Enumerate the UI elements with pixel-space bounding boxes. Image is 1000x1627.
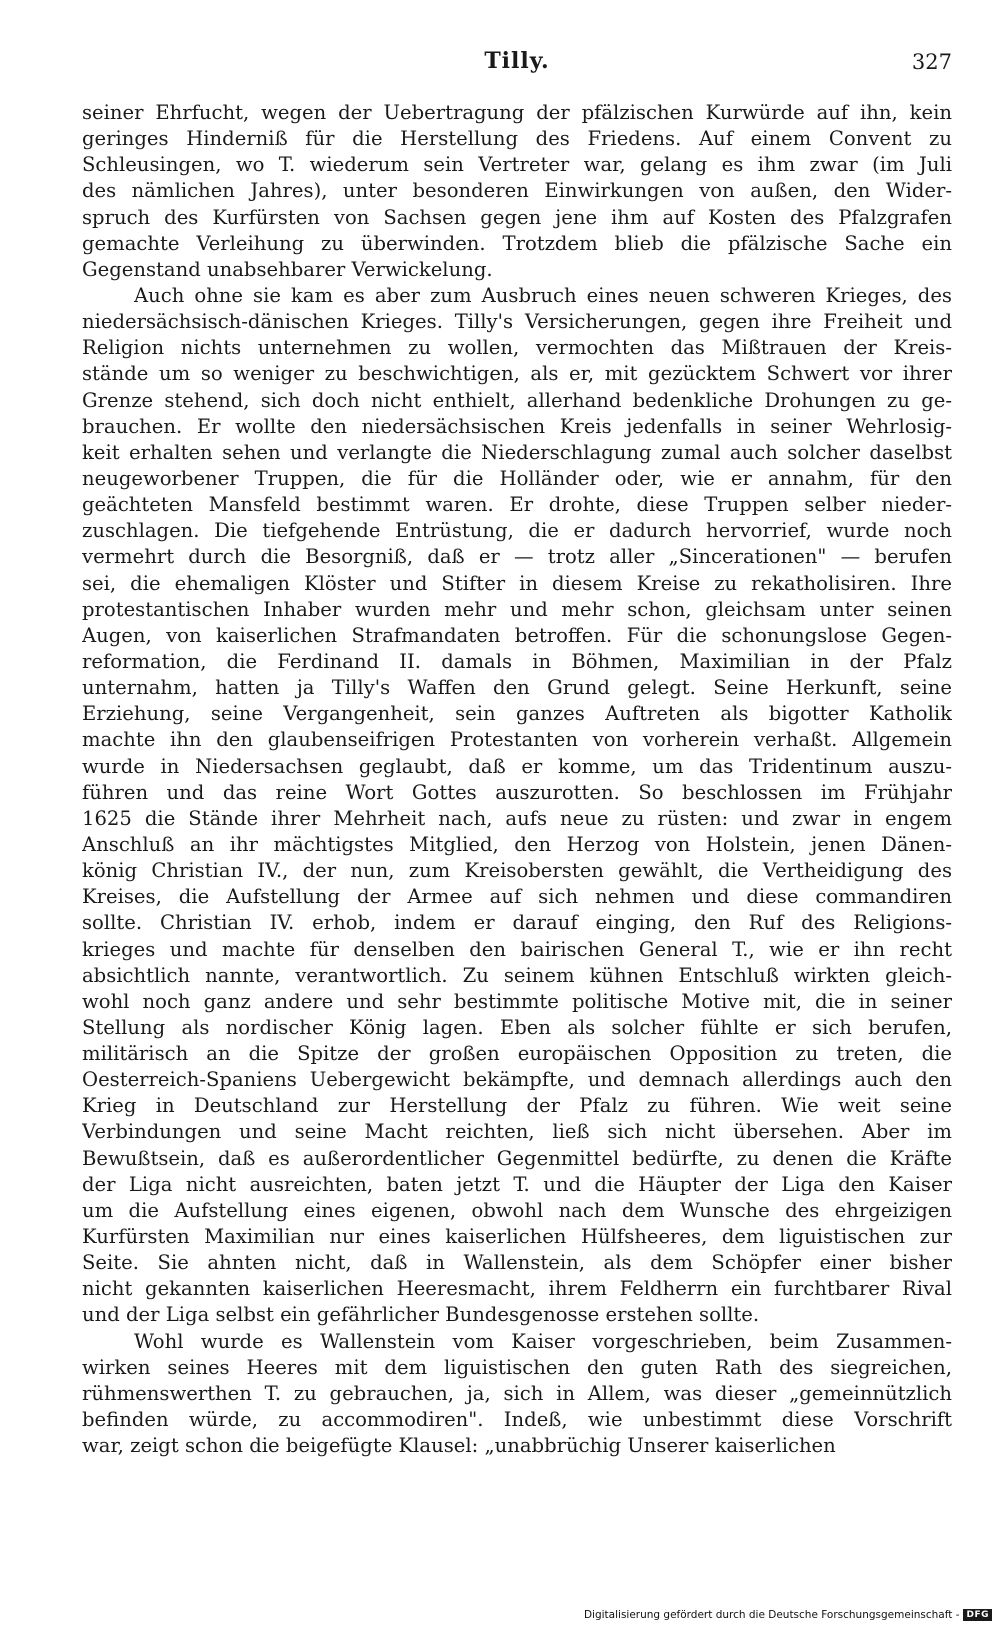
- paragraph: [82, 283, 952, 1329]
- text-line: Kurfürsten Maximilian nur eines kaiserlichen Hülfsheeres, dem liguistischen zur: [82, 1225, 952, 1249]
- text-line: Augen, von kaiserlichen Strafmandaten betroffen. Für die schonungslose Gegen-: [82, 623, 952, 647]
- text-line: war, zeigt schon die beigefügte Klausel: „unabbrüchig Unserer kaiserlichen: [82, 1434, 836, 1458]
- text-line: vermehrt durch die Besorgniß, daß er — trotz aller „Sincerationen" — berufen: [82, 545, 952, 569]
- text-line: Kreises, die Aufstellung der Armee auf sich nehmen und diese commandiren: [82, 885, 952, 909]
- text-line: Anschluß an ihr mächtigstes Mitglied, den Herzog von Holstein, jenen Dänen-: [82, 832, 952, 856]
- paragraph: [82, 100, 952, 283]
- text-line: machte ihn den glaubenseifrigen Protestanten von vorherein verhaßt. Allgemein: [82, 728, 952, 752]
- text-line: geächteten Mansfeld bestimmt waren. Er drohte, diese Truppen selber nieder-: [82, 493, 952, 517]
- text-line: seiner Ehrfucht, wegen der Uebertragung der pfälzischen Kurwürde auf ihn, kein: [82, 101, 952, 124]
- text-line: um die Aufstellung eines eigenen, obwohl nach dem Wunsche des ehrgeizigen: [82, 1198, 952, 1222]
- text-line: Gegenstand unabsehbarer Verwickelung.: [82, 257, 493, 281]
- text-line: Stellung als nordischer König lagen. Eben als solcher fühlte er sich berufen,: [82, 1015, 952, 1039]
- text-line: spruch des Kurfürsten von Sachsen gegen jene ihm auf Kosten des Pfalzgrafen: [82, 205, 952, 229]
- text-line: sei, die ehemaligen Klöster und Stifter in diesem Kreise zu rekatholisiren. Ihre: [82, 571, 952, 595]
- text-line: absichtlich nannte, verantwortlich. Zu seinem kühnen Entschluß wirkten gleich-: [82, 963, 952, 987]
- text-line: zuschlagen. Die tiefgehende Entrüstung, die er dadurch hervorrief, wurde noch: [82, 519, 952, 543]
- text-line: sollte. Christian IV. erhob, indem er darauf einging, den Ruf des Religions-: [82, 911, 952, 935]
- text-line: Oesterreich-Spaniens Uebergewicht bekämpfte, und demnach allerdings auch den: [82, 1068, 952, 1092]
- text-line: rühmenswerthen T. zu gebrauchen, ja, sich in Allem, was dieser „gemeinnützlich: [82, 1381, 952, 1405]
- text-line: wohl noch ganz andere und sehr bestimmte politische Motive mit, die in seiner: [82, 989, 952, 1013]
- text-line: Schleusingen, wo T. wiederum sein Vertreter war, gelang es ihm zwar (im Juli: [82, 153, 952, 177]
- text-line: wirken seines Heeres mit dem liguistischen den guten Rath des siegreichen,: [82, 1355, 952, 1379]
- text-line: Religion nichts unternehmen zu wollen, vermochten das Mißtrauen der Kreis-: [82, 336, 952, 360]
- text-line: wurde in Niedersachsen geglaubt, daß er komme, um das Tridentinum auszu-: [82, 754, 952, 778]
- text-line: brauchen. Er wollte den niedersächsischen Kreis jedenfalls in seiner Wehrlosig-: [82, 414, 952, 438]
- footer-credit: Digitalisierung gefördert durch die Deutsche Forschungsgemeinschaft -: [583, 1609, 960, 1621]
- text-line: Krieg in Deutschland zur Herstellung der Pfalz zu führen. Wie weit seine: [82, 1094, 952, 1118]
- text-line: Verbindungen und seine Macht reichten, ließ sich nicht übersehen. Aber im: [82, 1120, 952, 1144]
- text-line: neugeworbener Truppen, die für die Holländer oder, wie er annahm, für den: [82, 466, 952, 490]
- text-line: unternahm, hatten ja Tilly's Waffen den Grund gelegt. Seine Herkunft, seine: [82, 676, 952, 700]
- text-line: 1625 die Stände ihrer Mehrheit nach, aufs neue zu rüsten: und zwar in engem: [82, 806, 952, 830]
- text-line: Wohl wurde es Wallenstein vom Kaiser vorgeschrieben, beim Zusammen-: [134, 1329, 952, 1353]
- text-line: reformation, die Ferdinand II. damals in Böhmen, Maximilian in der Pfalz: [82, 649, 952, 673]
- page-header: [82, 48, 952, 82]
- running-head: Tilly.: [484, 48, 550, 74]
- text-line: Auch ohne sie kam es aber zum Ausbruch eines neuen schweren Krieges, des: [134, 283, 952, 307]
- paragraph: [82, 1329, 952, 1460]
- text-line: gemachte Verleihung zu überwinden. Trotzdem blieb die pfälzische Sache ein: [82, 231, 952, 255]
- text-line: befinden würde, zu accommodiren". Indeß, wie unbestimmt diese Vorschrift: [82, 1408, 952, 1432]
- text-line: niedersächsisch-dänischen Krieges. Tilly's Versicherungen, gegen ihre Freiheit und: [82, 310, 952, 334]
- text-line: Bewußtsein, daß es außerordentlicher Gegenmittel bedürfte, zu denen die Kräfte: [82, 1146, 952, 1170]
- text-line: des nämlichen Jahres), unter besonderen Einwirkungen von außen, den Wider-: [82, 179, 952, 203]
- text-line: Seite. Sie ahnten nicht, daß in Wallenstein, als dem Schöpfer einer bisher: [82, 1251, 952, 1275]
- digitization-footer: [584, 1609, 992, 1621]
- text-line: militärisch an die Spitze der großen europäischen Opposition zu treten, die: [82, 1042, 952, 1066]
- page-number: 327: [911, 50, 952, 74]
- text-line: krieges und machte für denselben den bairischen General T., wie er ihn recht: [82, 937, 952, 961]
- body-text: [82, 100, 952, 1459]
- text-line: und der Liga selbst ein gefährlicher Bundesgenosse erstehen sollte.: [82, 1303, 760, 1327]
- text-line: geringes Hinderniß für die Herstellung des Friedens. Auf einem Convent zu: [82, 127, 952, 151]
- text-line: Grenze stehend, sich doch nicht enthielt, allerhand bedenkliche Drohungen zu ge-: [82, 388, 952, 412]
- text-line: protestantischen Inhaber wurden mehr und mehr schon, gleichsam unter seinen: [82, 597, 952, 621]
- text-line: könig Christian IV., der nun, zum Kreisobersten gewählt, die Vertheidigung des: [82, 859, 952, 883]
- text-line: Erziehung, seine Vergangenheit, sein ganzes Auftreten als bigotter Katholik: [82, 702, 952, 726]
- text-line: stände um so weniger zu beschwichtigen, als er, mit gezücktem Schwert vor ihrer: [82, 362, 952, 386]
- text-line: führen und das reine Wort Gottes auszurotten. So beschlossen im Frühjahr: [82, 780, 952, 804]
- text-line: nicht gekannten kaiserlichen Heeresmacht, ihrem Feldherrn ein furchtbarer Rival: [82, 1277, 952, 1301]
- dfg-logo: DFG: [963, 1609, 992, 1621]
- text-line: keit erhalten sehen und verlangte die Niederschlagung zumal auch solcher daselbst: [82, 440, 952, 464]
- text-line: der Liga nicht ausreichten, baten jetzt T. und die Häupter der Liga den Kaiser: [82, 1172, 952, 1196]
